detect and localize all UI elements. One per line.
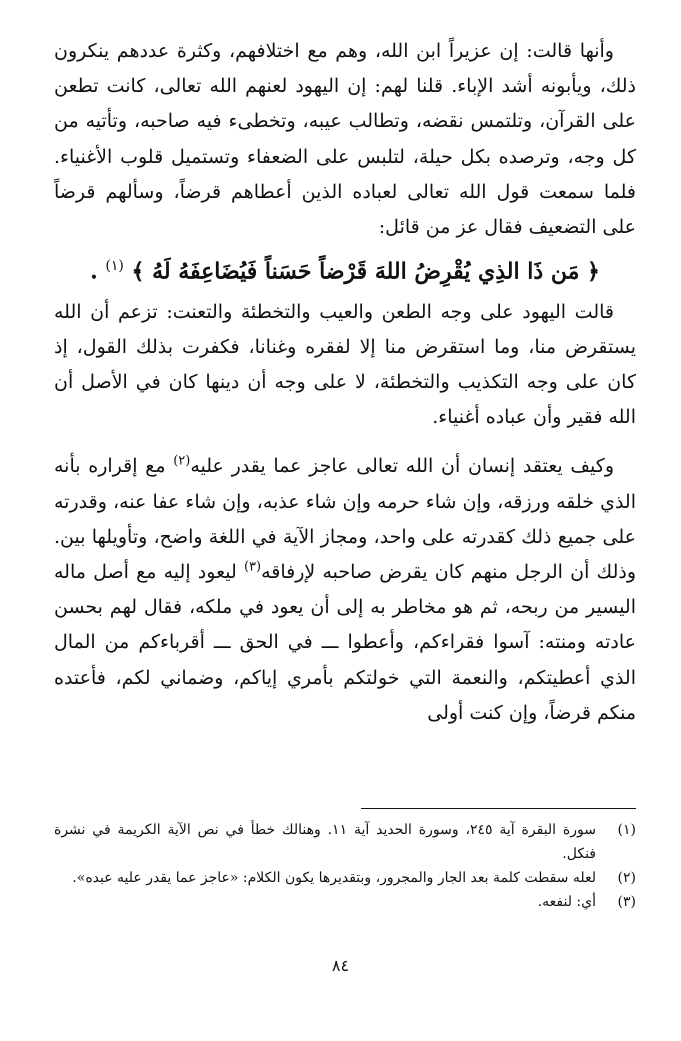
footnote-text: أي: لنفعه. [537,894,596,910]
paragraph-1: وأنها قالت: إن عزيراً ابن الله، وهم مع اختلافهم، وكثرة عددهم ينكرون ذلك، ويأبونه أشد الإباء. قلنا لهم: إن اليهود لعنهم الله تعالى، كانت تطعن على القرآن، وتلتمس نقضه، وتطالب عيبه، وتخطىء فيه صاحبه، وتأتيه من كل وجه، وترصده بكل حيلة، لتلبس على الضعفاء وتستميل قلوب الأغنياء. فلما سمعت قول الله تعالى لعباده الذين أعطاهم قرضاً، وسألهم قرضاً على التضعيف فقال عز من قائل: [54,40,636,239]
footnote-1 [54,818,636,866]
footnote-divider [361,808,636,809]
footnote-3 [54,890,636,914]
paragraph-3-part-c: ليعود إليه مع أصل ماله اليسير من ربحه، ثم هو مخاطر به إلى أن يعود في ملكه، فقال لهم بحسن عادته ومنته: آسوا فقراءكم، وأعطوا ـــ في الحق ـــ أقرباءكم من المال الذي أعطيتكم، والنعمة التي خولتكم بأمري إياكم، وضماني لكم، فأعتده منكم قرضاً، وإن كنت أولى [54,560,636,724]
page-body [54,34,636,731]
footnote-ref-2: (٢) [173,454,191,470]
paragraph-3-part-a: وكيف يعتقد إنسان أن الله تعالى عاجز عما يقدر عليه [190,455,614,478]
footnote-ref-3: (٣) [243,559,262,575]
verse-footnote-ref: (١) [105,258,124,275]
verse-text: ﴿ مَن ذَا الذِي يُقْرِضُ اللهَ قَرْضاً حَسَناً فَيُضَاعِفَهُ لَهُ ﴾ [131,258,600,285]
paragraph-3-part-b: مع إقراره بأنه الذي خلقه ورزقه، وإن شاء حرمه وإن شاء عذبه، وإن شاء عفا عنه، وقدرته على جميع ذلك كقدرته على واحد، ومجاز الآية في اللغة واضح، وتأويلها بين. وذلك أن الرجل منهم كان يقرض صاحبه لإرفاقه [54,455,636,583]
footnotes [54,818,636,914]
page-number: ٨٤ [331,956,350,975]
footnote-number: (٣) [617,894,636,910]
paragraph-2: قالت اليهود على وجه الطعن والعيب والتخطئة والتعنت: تزعم أن الله يستقرض منا، وما استقرض منا إلا لفقره وغنانا، فكفرت بذلك القول، إذ كان على وجه التكذيب والتخطئة، لا على وجه أن دينها كان في الأصل أن الله فقير وأن عباده أغنياء. [54,300,636,429]
verse-end: . [90,258,98,285]
footnote-2 [54,866,636,890]
footnote-number: (١) [617,822,636,838]
paragraph-3 [54,449,636,731]
quran-verse [54,249,636,288]
footnote-text: لعله سقطت كلمة بعد الجار والمجرور، وبتقديرها يكون الكلام: «عاجز عما يقدر عليه عبده». [72,870,596,886]
footnote-number: (٢) [617,870,636,886]
footnote-text: سورة البقرة آية ٢٤٥، وسورة الحديد آية ١١. وهنالك خطأ في نص الآية الكريمة في نشرة فنكل. [54,822,596,862]
